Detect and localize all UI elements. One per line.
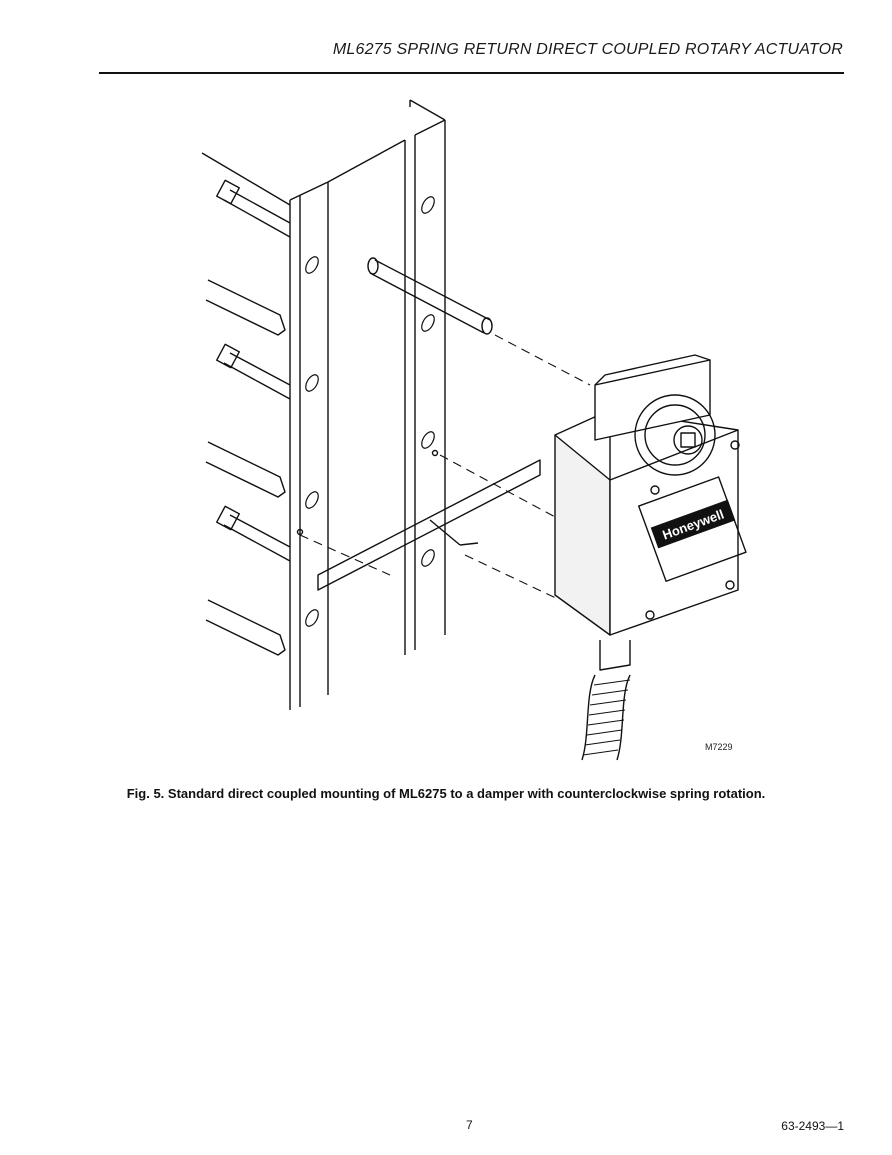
header-rule — [99, 72, 844, 74]
brand-label: Honeywell — [660, 506, 726, 543]
mounting-illustration-svg — [190, 95, 750, 775]
mounting-bracket — [298, 451, 541, 591]
mounting-illustration — [190, 95, 750, 775]
jackshaft-rod — [368, 258, 492, 334]
actuator-body — [555, 355, 746, 635]
page-header-title: ML6275 SPRING RETURN DIRECT COUPLED ROTARY ACTUATOR — [332, 41, 843, 58]
blade-shafts — [217, 180, 290, 561]
document-number: 63-2493—1 — [781, 1119, 844, 1133]
figure-id-label: M7229 — [705, 742, 733, 752]
damper-frame — [290, 100, 445, 710]
actuator-cable — [582, 640, 630, 760]
damper-blades — [202, 153, 290, 655]
page-number: 7 — [466, 1118, 473, 1132]
figure-caption: Fig. 5. Standard direct coupled mounting of ML6275 to a damper with counterclockwise spring rotation. — [126, 786, 766, 801]
